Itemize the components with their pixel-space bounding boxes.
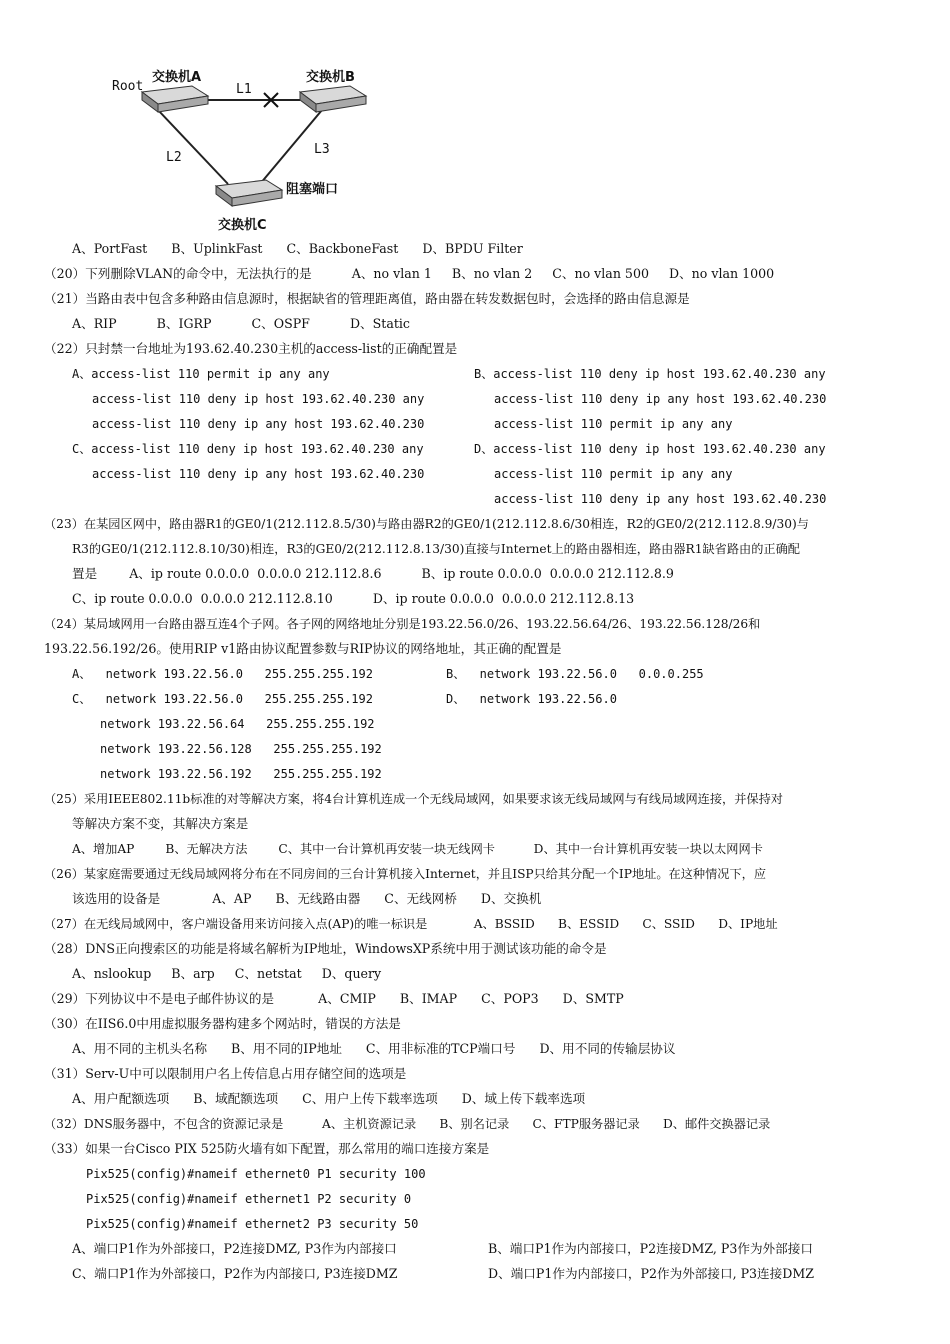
q33-option-d: D、端口P1作为内部接口，P2作为外部接口, P3连接DMZ xyxy=(488,1266,814,1281)
q22-option-d-line2: access-list 110 permit ip any any xyxy=(494,467,733,481)
q24-option-a: A、 network 193.22.56.0 255.255.255.192 xyxy=(72,667,373,681)
q24-option-d: D、 network 193.22.56.0 xyxy=(446,692,617,706)
q33-option-b: B、端口P1作为内部接口，P2连接DMZ, P3作为外部接口 xyxy=(488,1241,813,1256)
link-l3-label: L3 xyxy=(314,142,330,157)
switch-b-icon xyxy=(300,86,366,112)
q28-options: A、nslookup B、arp C、netstat D、query xyxy=(72,966,382,981)
q25-text-line2: 等解决方案不变，其解决方案是 xyxy=(72,816,249,831)
q23-options-cd: C、ip route 0.0.0.0 0.0.0.0 212.112.8.10 D、ip route 0.0.0.0 0.0.0.0 212.112.8.13 xyxy=(72,591,635,606)
q24-option-c-line2: network 193.22.56.64 255.255.255.192 xyxy=(100,717,375,731)
q23-text-line2: R3的GE0/1(212.112.8.10/30)相连，R3的GE0/2(212.112.8.13/30)直接与Internet上的路由器相连，路由器R1缺省路由的正确配 xyxy=(72,542,800,556)
switch-c-label: 交换机C xyxy=(218,218,267,233)
q28-text: （28）DNS正向搜索区的功能是将域名解析为IP地址，WindowsXP系统中用于测试该功能的命令是 xyxy=(44,941,607,956)
q22-option-b-line2: access-list 110 deny ip any host 193.62.40.230 xyxy=(494,392,827,406)
root-label: Root xyxy=(112,79,144,94)
q22-text: （22）只封禁一台地址为193.62.40.230主机的access-list的正确配置是 xyxy=(44,341,458,356)
link-l1-label: L1 xyxy=(236,82,252,97)
switch-b-label: 交换机B xyxy=(306,70,355,85)
q22-option-b-line3: access-list 110 permit ip any any xyxy=(494,417,733,431)
q27-text: （27）在无线局域网中，客户端设备用来访问接入点(AP)的唯一标识是 A、BSSID B、ESSID C、SSID D、IP地址 xyxy=(44,917,778,931)
q33-config-line3: Pix525(config)#nameif ethernet2 P3 security 50 xyxy=(86,1217,419,1231)
q24-text-line2: 193.22.56.192/26。使用RIP v1路由协议配置参数与RIP协议的网络地址，其正确的配置是 xyxy=(44,641,562,656)
q20-text: （20）下列删除VLAN的命令中，无法执行的是 A、no vlan 1 B、no vlan 2 C、no vlan 500 D、no vlan 1000 xyxy=(44,266,775,281)
q22-option-b-line1: B、access-list 110 deny ip host 193.62.40.230 any xyxy=(474,367,826,381)
q26-text-line2: 该选用的设备是 A、AP B、无线路由器 C、无线网桥 D、交换机 xyxy=(72,891,542,906)
q29-text: （29）下列协议中不是电子邮件协议的是 A、CMIP B、IMAP C、POP3 D、SMTP xyxy=(44,991,624,1006)
q22-option-d-line3: access-list 110 deny ip any host 193.62.40.230 xyxy=(494,492,827,506)
q33-config-line2: Pix525(config)#nameif ethernet1 P2 security 0 xyxy=(86,1192,412,1206)
q19-options: A、PortFast B、UplinkFast C、BackboneFast D、BPDU Filter xyxy=(72,241,523,256)
q33-config-line1: Pix525(config)#nameif ethernet0 P1 security 100 xyxy=(86,1167,426,1181)
q23-text-line1: （23）在某园区网中，路由器R1的GE0/1(212.112.8.5/30)与路由器R2的GE0/1(212.112.8.6/30相连，R2的GE0/2(212.112.8.9/30)与 xyxy=(44,517,809,531)
network-diagram xyxy=(100,62,400,242)
q21-options: A、RIP B、IGRP C、OSPF D、Static xyxy=(72,316,410,331)
link-l2-line xyxy=(158,110,228,184)
q31-options: A、用户配额选项 B、域配额选项 C、用户上传下载率选项 D、域上传下载率选项 xyxy=(72,1091,586,1106)
link-l2-label: L2 xyxy=(166,150,182,165)
q21-text: （21）当路由表中包含多种路由信息源时，根据缺省的管理距离值，路由器在转发数据包时，会选择的路由信息源是 xyxy=(44,291,690,306)
q30-text: （30）在IIS6.0中用虚拟服务器构建多个网站时，错误的方法是 xyxy=(44,1016,401,1031)
q22-option-a-line1: A、access-list 110 permit ip any any xyxy=(72,367,330,381)
q22-option-c-line2: access-list 110 deny ip any host 193.62.40.230 xyxy=(92,467,425,481)
q24-option-c-line3: network 193.22.56.128 255.255.255.192 xyxy=(100,742,382,756)
q23-text-line3: 置是 A、ip route 0.0.0.0 0.0.0.0 212.112.8.6 B、ip route 0.0.0.0 0.0.0.0 212.112.8.9 xyxy=(72,566,674,581)
q24-option-c-line4: network 193.22.56.192 255.255.255.192 xyxy=(100,767,382,781)
q32-text: （32）DNS服务器中，不包含的资源记录是 A、主机资源记录 B、别名记录 C、FTP服务器记录 D、邮件交换器记录 xyxy=(44,1117,771,1131)
blocked-port-label: 阻塞端口 xyxy=(286,182,339,197)
q31-text: （31）Serv-U中可以限制用户名上传信息占用存储空间的选项是 xyxy=(44,1066,407,1081)
q24-text-line1: （24）某局域网用一台路由器互连4个子网。各子网的网络地址分别是193.22.56.0/26、193.22.56.64/26、193.22.56.128/26和 xyxy=(44,617,761,631)
switch-a-icon xyxy=(142,86,208,112)
q24-option-c-line1: C、 network 193.22.56.0 255.255.255.192 xyxy=(72,692,373,706)
switch-a-label: 交换机A xyxy=(152,70,202,85)
q22-option-d-line1: D、access-list 110 deny ip host 193.62.40.230 any xyxy=(474,442,826,456)
q33-option-c: C、端口P1作为外部接口，P2作为内部接口, P3连接DMZ xyxy=(72,1266,398,1281)
q30-options: A、用不同的主机头名称 B、用不同的IP地址 C、用非标准的TCP端口号 D、用不同的传输层协议 xyxy=(72,1041,676,1056)
q22-option-a-line2: access-list 110 deny ip host 193.62.40.230 any xyxy=(92,392,425,406)
q22-option-c-line1: C、access-list 110 deny ip host 193.62.40.230 any xyxy=(72,442,424,456)
link-l3-line xyxy=(260,110,322,184)
q22-option-a-line3: access-list 110 deny ip any host 193.62.40.230 xyxy=(92,417,425,431)
q25-text-line1: （25）采用IEEE802.11b标准的对等解决方案，将4台计算机连成一个无线局域网，如果要求该无线局域网与有线局域网连接，并保持对 xyxy=(44,792,783,806)
q33-text: （33）如果一台Cisco PIX 525防火墙有如下配置，那么常用的端口连接方案是 xyxy=(44,1141,490,1156)
q33-option-a: A、端口P1作为外部接口，P2连接DMZ, P3作为内部接口 xyxy=(72,1241,397,1256)
switch-c-icon xyxy=(216,180,282,206)
q24-option-b: B、 network 193.22.56.0 0.0.0.255 xyxy=(446,667,704,681)
q25-options: A、增加AP B、无解决方法 C、其中一台计算机再安装一块无线网卡 D、其中一台计算机再安装一块以太网网卡 xyxy=(72,842,763,856)
q26-text-line1: （26）某家庭需要通过无线局域网将分布在不同房间的三台计算机接入Internet，并且ISP只给其分配一个IP地址。在这种情况下，应 xyxy=(44,867,767,881)
